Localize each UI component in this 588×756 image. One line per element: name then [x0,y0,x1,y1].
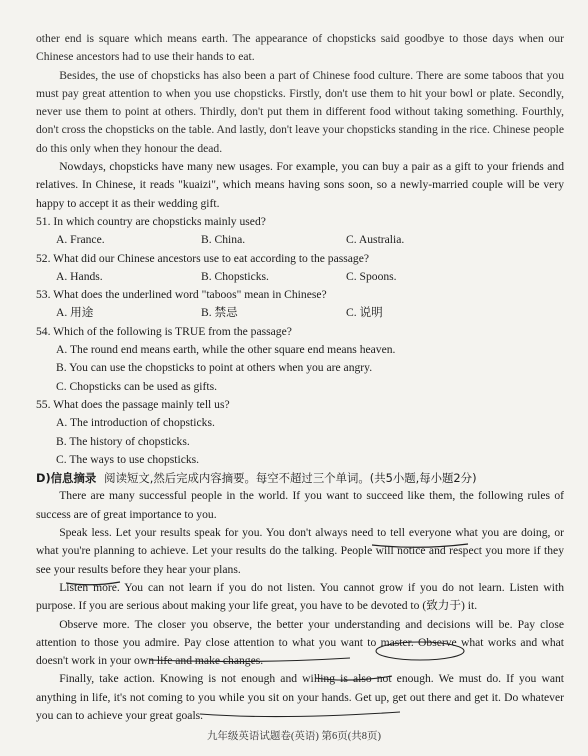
section-d-heading [36,469,564,487]
option-b: B. You can use the chopsticks to point at others when you are angry. [56,361,373,375]
question-stem: 55. What does the passage mainly tell us? [36,397,230,411]
question-54 [36,323,564,396]
passage-d-paragraph-5: Finally, take action. Knowing is not enough and willing is also not enough. We must do. If you want anything in life, it's not coming to you while you sit on your hands. Get up, get out there and get it. Do whatever you can to achieve your great goals. [36,672,564,722]
option-a: A. 用途 [56,306,94,320]
option-c: C. Chopsticks can be used as gifts. [56,379,218,393]
option-c: C. Spoons. [346,269,397,283]
passage-c-paragraph-2: Besides, the use of chopsticks has also been a part of Chinese food culture. There are some taboos that you must pay great attention to when you use chopsticks. Firstly, don't use them to hit your bowl or plate. Secondly, never use them to point at others. Thirdly, don't put them in different food without taking something. Fourthly, don't cross the chopsticks on the table. And lastly, don't leave your chopsticks standing in the rice. Chinese people do this only when they honour the dead. [36,68,564,155]
passage-c-paragraph-1: other end is square which means earth. The appearance of chopsticks said goodbye to those days when our Chinese ancestors had to use their hands to eat. [36,32,564,64]
question-53 [36,286,564,323]
option-c: C. Australia. [346,233,405,247]
option-b: B. Chopsticks. [201,269,269,283]
question-stem: 51. In which country are chopsticks mainly used? [36,214,266,228]
page-footer: 九年级英语试题卷(英语) 第6页(共8页) [206,731,382,742]
option-a: A. France. [56,233,105,247]
option-a: A. Hands. [56,269,103,283]
option-b: B. The history of chopsticks. [56,434,190,448]
question-stem: 52. What did our Chinese ancestors use to eat according to the passage? [36,251,370,265]
passage-d-paragraph-1: There are many successful people in the world. If you want to succeed like them, the following rules of success are of great importance to you. [36,489,564,521]
question-stem: 54. Which of the following is TRUE from the passage? [36,324,292,338]
passage-d-paragraph-2: Speak less. Let your results speak for you. You don't always need to tell everyone what you are doing, or what you're planning to achieve. Let your results do the talking. People will notice and respect you more if they see your results before they hear your plans. [36,526,564,576]
passage-d-paragraph-4: Observe more. The closer you observe, the better your understanding and decisions will be. Pay close attention to those you admire. Pay close attention to what you want to master. Observe what works and what doesn't work in your own life and make changes. [36,617,564,668]
option-a: A. The introduction of chopsticks. [56,416,215,430]
question-stem: 53. What does the underlined word "taboos" mean in Chinese? [36,288,327,302]
section-d-title: D)信息摘录 [36,471,97,486]
option-c: C. The ways to use chopsticks. [56,452,200,466]
passage-c-paragraph-3: Nowdays, chopsticks have many new usages. For example, you can buy a pair as a gift to your friends and relatives. In Chinese, it reads "kuaizi", which means having sons soon, so a newly-married couple will be very happy to accept it as their wedding gift. [36,160,564,210]
question-55 [36,396,564,469]
option-b: B. 禁忌 [201,306,238,320]
option-b: B. China. [201,233,246,247]
question-51 [36,213,564,250]
option-a: A. The round end means earth, while the other square end means heaven. [56,343,396,357]
question-52 [36,250,564,287]
passage-d-paragraph-3: Listen more. You can not learn if you do not listen. You cannot grow if you do not learn. Listen with purpose. If you are serious about making your life great, you have to be devoted to (致力于) it. [36,580,564,613]
section-d-instruction: 阅读短文,然后完成内容摘要。每空不超过三个单词。(共5小题,每小题2分) [104,471,477,486]
option-c: C. 说明 [346,306,383,320]
